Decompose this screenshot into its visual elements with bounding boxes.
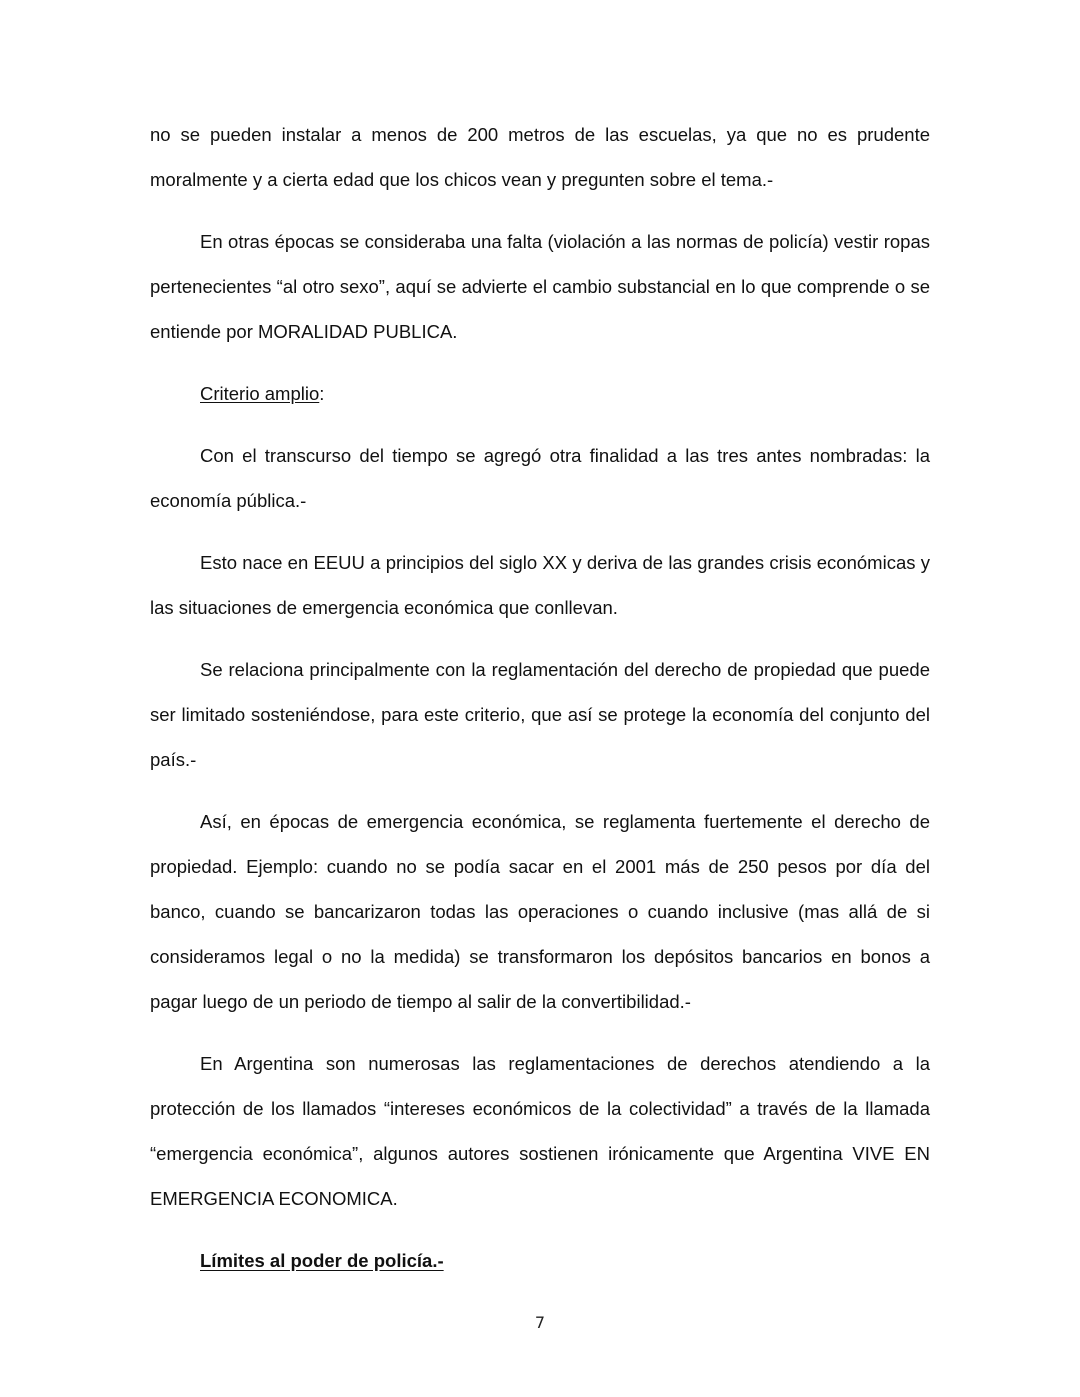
paragraph-continuation: no se pueden instalar a menos de 200 metros de las escuelas, ya que no es prudente moralmente y a cierta edad que los chicos vean y pregunten sobre el tema.- — [150, 124, 930, 190]
paragraph-otras-epocas: En otras épocas se consideraba una falta (violación a las normas de policía) vestir ropas pertenecientes “al otro sexo”, aquí se advierte el cambio substancial en lo que comprende o se entiende por MORALIDAD PUBLICA. — [150, 231, 930, 342]
subheading-colon: : — [319, 383, 325, 404]
paragraph-argentina: En Argentina son numerosas las reglamentaciones de derechos atendiendo a la protección de los llamados “intereses económicos de la colectividad” a través de la llamada “emergencia económica”, algunos autores sostienen irónicamente que Argentina VIVE EN EMERGENCIA ECONOMICA. — [150, 1053, 930, 1209]
paragraph-reglamentacion: Se relaciona principalmente con la reglamentación del derecho de propiedad que puede ser limitado sosteniéndose, para este criterio, que así se protege la economía del conjunto del país.- — [150, 659, 930, 770]
paragraph-eeuu: Esto nace en EEUU a principios del siglo XX y deriva de las grandes crisis económicas y las situaciones de emergencia económica que conllevan. — [150, 552, 930, 618]
paragraph-emergencia: Así, en épocas de emergencia económica, se reglamenta fuertemente el derecho de propiedad. Ejemplo: cuando no se podía sacar en el 2001 más de 250 pesos por día del banco, cuando se bancarizaron todas las operaciones o cuando inclusive (mas allá de si consideramos legal o no la medida) se transformaron los depósitos bancarios en bonos a pagar luego de un periodo de tiempo al salir de la convertibilidad.- — [150, 811, 930, 1012]
document-page — [150, 112, 930, 1283]
subheading-label: Criterio amplio — [200, 383, 320, 404]
page-number: 7 — [534, 1313, 546, 1332]
section-heading — [200, 1238, 930, 1283]
subheading-criterio-amplio — [200, 371, 930, 416]
paragraph-transcurso: Con el transcurso del tiempo se agregó otra finalidad a las tres antes nombradas: la economía pública.- — [150, 445, 930, 511]
section-heading-text: Límites al poder de policía.- — [200, 1250, 444, 1271]
